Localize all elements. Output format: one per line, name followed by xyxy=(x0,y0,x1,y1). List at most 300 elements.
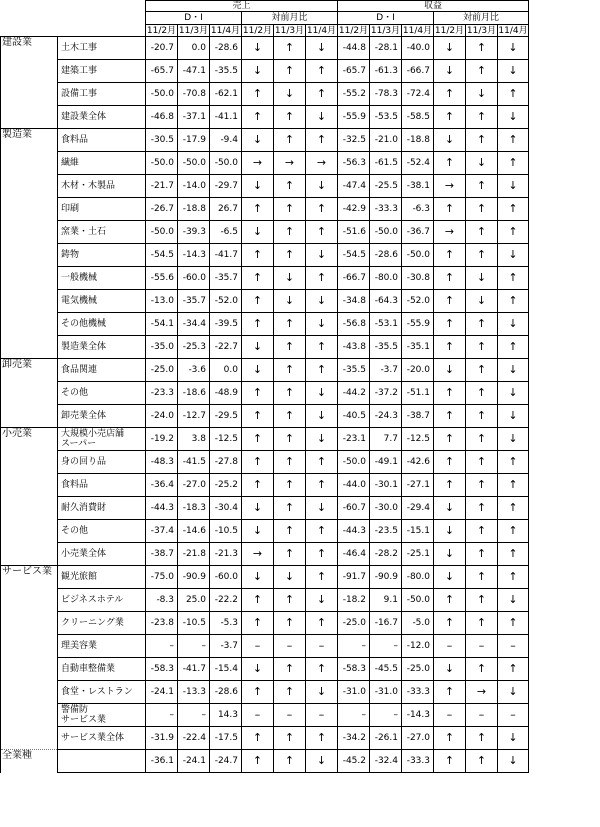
sales-di-value: -44.3 xyxy=(146,497,178,520)
sales-mom-header: 対前月比 xyxy=(242,12,338,25)
sales-trend-arrow: ↑ xyxy=(306,267,338,290)
sales-trend-arrow: ↓ xyxy=(306,175,338,198)
sales-di-value: -17.5 xyxy=(210,727,242,750)
table-row xyxy=(1,221,529,244)
sales-trend-arrow: ↑ xyxy=(274,60,306,83)
sales-trend-arrow: ↑ xyxy=(242,451,274,474)
sales-trend-arrow: ↑ xyxy=(242,313,274,336)
sales-trend-arrow: ↑ xyxy=(306,129,338,152)
profit-trend-arrow: ↑ xyxy=(466,543,498,566)
sales-trend-arrow: ↑ xyxy=(274,336,306,359)
profit-trend-arrow: – xyxy=(466,704,498,727)
profit-trend-arrow: ↓ xyxy=(498,106,529,129)
sales-di-value: -54.5 xyxy=(146,244,178,267)
sales-trend-arrow: ↑ xyxy=(242,382,274,405)
month-header: 11/4月 xyxy=(210,25,241,36)
sales-trend-arrow: ↑ xyxy=(274,244,306,267)
sales-di-value: -58.3 xyxy=(146,658,178,681)
sales-di-value: – xyxy=(178,704,210,727)
profit-trend-arrow: ↑ xyxy=(434,83,466,106)
sales-di-value: -28.6 xyxy=(210,681,242,704)
sales-di-value: -22.7 xyxy=(210,336,242,359)
profit-di-value: – xyxy=(338,635,370,658)
profit-trend-arrow: ↑ xyxy=(466,451,498,474)
profit-di-value: -58.5 xyxy=(402,106,434,129)
table-row xyxy=(1,658,529,681)
profit-di-value: -72.4 xyxy=(402,83,434,106)
profit-di-value: -35.5 xyxy=(338,359,370,382)
sales-trend-arrow: ↑ xyxy=(242,681,274,704)
sales-di-value: -24.7 xyxy=(210,750,242,773)
profit-trend-arrow: ↑ xyxy=(466,244,498,267)
profit-di-value: -33.3 xyxy=(402,750,434,773)
sales-trend-arrow: ↑ xyxy=(306,474,338,497)
sales-di-value: -50.0 xyxy=(178,152,210,175)
subcategory-label: 食堂・レストラン xyxy=(58,681,146,704)
profit-di-value: -47.4 xyxy=(338,175,370,198)
sales-di-value: -6.5 xyxy=(210,221,242,244)
profit-trend-arrow: ↑ xyxy=(498,451,529,474)
sales-trend-arrow: ↑ xyxy=(242,589,274,612)
sales-di-value: -14.6 xyxy=(178,520,210,543)
sales-trend-arrow: ↑ xyxy=(242,244,274,267)
sales-trend-arrow: ↑ xyxy=(306,543,338,566)
profit-trend-arrow: ↑ xyxy=(466,175,498,198)
profit-di-value: -91.7 xyxy=(338,566,370,589)
sales-trend-arrow: ↓ xyxy=(242,520,274,543)
sales-di-value: -35.5 xyxy=(210,60,242,83)
subcategory-label: 鋳物 xyxy=(58,244,146,267)
table-row xyxy=(1,244,529,267)
profit-trend-arrow: ↓ xyxy=(498,382,529,405)
profit-trend-arrow: ↑ xyxy=(466,405,498,428)
profit-di-value: -33.3 xyxy=(402,681,434,704)
profit-di-value: -45.5 xyxy=(370,658,402,681)
profit-trend-arrow: ↓ xyxy=(498,727,529,750)
sales-di-value: -23.3 xyxy=(146,382,178,405)
month-header: 11/3月 xyxy=(370,25,401,36)
sales-trend-arrow: ↑ xyxy=(306,612,338,635)
sales-trend-arrow: ↑ xyxy=(274,474,306,497)
sales-trend-arrow: ↓ xyxy=(306,589,338,612)
sales-di-value: -39.5 xyxy=(210,313,242,336)
sales-trend-arrow: ↑ xyxy=(274,543,306,566)
profit-trend-arrow: ↑ xyxy=(466,198,498,221)
sales-trend-arrow: ↑ xyxy=(274,37,306,60)
sales-trend-arrow: ↑ xyxy=(274,405,306,428)
industry-cell xyxy=(1,290,58,313)
header-row-group xyxy=(1,1,529,12)
sales-di-value: -36.1 xyxy=(146,750,178,773)
profit-di-value: – xyxy=(338,704,370,727)
sales-di-value: -15.4 xyxy=(210,658,242,681)
profit-di-value: -40.5 xyxy=(338,405,370,428)
sales-trend-arrow: ↑ xyxy=(306,359,338,382)
profit-di-value: -30.0 xyxy=(370,497,402,520)
sales-trend-arrow: ↓ xyxy=(242,175,274,198)
profit-trend-arrow: – xyxy=(434,704,466,727)
profit-di-value: -12.0 xyxy=(402,635,434,658)
sales-trend-arrow: ↓ xyxy=(306,290,338,313)
sales-di-value: -50.0 xyxy=(146,221,178,244)
sales-trend-arrow: ↓ xyxy=(306,106,338,129)
profit-trend-arrow: ↓ xyxy=(498,60,529,83)
profit-trend-arrow: ↓ xyxy=(498,681,529,704)
profit-di-value: -36.7 xyxy=(402,221,434,244)
table-row xyxy=(1,152,529,175)
profit-trend-arrow: ↓ xyxy=(434,497,466,520)
profit-di-value: -42.9 xyxy=(338,198,370,221)
sales-trend-arrow: ↓ xyxy=(306,681,338,704)
profit-di-value: -31.0 xyxy=(370,681,402,704)
sales-trend-arrow: ↑ xyxy=(306,60,338,83)
table-row xyxy=(1,428,529,451)
sales-di-value: -30.4 xyxy=(210,497,242,520)
table-body xyxy=(1,37,529,773)
profit-trend-arrow: ↑ xyxy=(434,451,466,474)
profit-trend-arrow: ↑ xyxy=(466,727,498,750)
sales-di-value: -18.8 xyxy=(178,198,210,221)
profit-trend-arrow: ↓ xyxy=(434,37,466,60)
sales-trend-arrow: ↓ xyxy=(242,566,274,589)
profit-trend-arrow: ↑ xyxy=(434,474,466,497)
sales-trend-arrow: ↑ xyxy=(274,129,306,152)
industry-cell xyxy=(1,497,58,520)
profit-di-value: -15.1 xyxy=(402,520,434,543)
corner-cell xyxy=(1,1,146,37)
profit-di-value: -24.3 xyxy=(370,405,402,428)
profit-di-value: -33.3 xyxy=(370,198,402,221)
subcategory-label-line: 大規模小売店舗 xyxy=(61,429,125,439)
profit-trend-arrow: ↑ xyxy=(466,336,498,359)
profit-di-value: -55.2 xyxy=(338,83,370,106)
sales-di-value: -55.6 xyxy=(146,267,178,290)
sales-trend-arrow: ↓ xyxy=(242,60,274,83)
profit-trend-arrow: ↓ xyxy=(434,566,466,589)
profit-trend-arrow: ↑ xyxy=(498,83,529,106)
profit-di-value: -44.0 xyxy=(338,474,370,497)
profit-di-value: -40.0 xyxy=(402,37,434,60)
profit-trend-arrow: ↑ xyxy=(466,589,498,612)
profit-trend-arrow: ↑ xyxy=(466,428,498,451)
profit-di-value: -3.7 xyxy=(370,359,402,382)
sales-di-value: 0.0 xyxy=(178,37,210,60)
profit-trend-arrow: ↑ xyxy=(434,198,466,221)
profit-trend-arrow: ↓ xyxy=(466,83,498,106)
profit-trend-arrow: ↑ xyxy=(466,566,498,589)
subcategory-label xyxy=(58,704,146,727)
subcategory-label: 設備工事 xyxy=(58,83,146,106)
profit-trend-arrow: ↑ xyxy=(498,474,529,497)
sales-trend-arrow: ↑ xyxy=(274,658,306,681)
sales-trend-arrow: ↑ xyxy=(242,612,274,635)
sales-trend-arrow: ↓ xyxy=(242,336,274,359)
subcategory-label: 食料品 xyxy=(58,129,146,152)
industry-cell xyxy=(1,267,58,290)
profit-trend-arrow: – xyxy=(498,635,529,658)
sales-trend-arrow: ↓ xyxy=(242,497,274,520)
sales-trend-arrow: ↑ xyxy=(274,612,306,635)
month-header: 11/4月 xyxy=(402,25,433,36)
sales-trend-arrow: ↑ xyxy=(306,566,338,589)
sales-di-value: -35.7 xyxy=(210,267,242,290)
profit-di-value: -25.5 xyxy=(370,175,402,198)
sales-di-value: -10.5 xyxy=(210,520,242,543)
sales-trend-arrow: → xyxy=(242,543,274,566)
profit-trend-arrow: ↑ xyxy=(434,681,466,704)
sales-trend-arrow: ↑ xyxy=(274,428,306,451)
table-row xyxy=(1,37,529,60)
sales-di-value: -13.0 xyxy=(146,290,178,313)
sales-trend-arrow: – xyxy=(274,635,306,658)
table-row xyxy=(1,336,529,359)
profit-di-value: -27.1 xyxy=(402,474,434,497)
sales-trend-arrow: ↑ xyxy=(274,313,306,336)
profit-di-value: -51.1 xyxy=(402,382,434,405)
profit-trend-arrow: ↑ xyxy=(434,589,466,612)
sales-di-value: -41.7 xyxy=(210,244,242,267)
sales-di-value: -14.3 xyxy=(178,244,210,267)
profit-trend-arrow: ↓ xyxy=(498,175,529,198)
table-row xyxy=(1,704,529,727)
profit-di-value: -66.7 xyxy=(338,267,370,290)
profit-di-value: -38.1 xyxy=(402,175,434,198)
subcategory-label: 一般機械 xyxy=(58,267,146,290)
profit-mom-header: 対前月比 xyxy=(434,12,529,25)
industry-label: サービス業 xyxy=(1,566,58,589)
table-row xyxy=(1,543,529,566)
subcategory-label: 自動車整備業 xyxy=(58,658,146,681)
subcategory-label: 身の回り品 xyxy=(58,451,146,474)
profit-di-value: -23.5 xyxy=(370,520,402,543)
profit-trend-arrow: ↑ xyxy=(498,497,529,520)
profit-trend-arrow: ↓ xyxy=(498,405,529,428)
sales-di-value: -19.2 xyxy=(146,428,178,451)
profit-trend-arrow: ↑ xyxy=(498,221,529,244)
subcategory-label: 窯業・土石 xyxy=(58,221,146,244)
profit-di-value: -53.5 xyxy=(370,106,402,129)
profit-di-value: -26.1 xyxy=(370,727,402,750)
profit-di-value: -16.7 xyxy=(370,612,402,635)
profit-trend-arrow: ↑ xyxy=(498,152,529,175)
profit-di-value: -25.0 xyxy=(338,612,370,635)
profit-trend-arrow: ↑ xyxy=(498,566,529,589)
sales-di-value: -41.5 xyxy=(178,451,210,474)
profit-trend-arrow: → xyxy=(466,681,498,704)
sales-trend-arrow: ↓ xyxy=(242,658,274,681)
sales-di-value: -90.9 xyxy=(178,566,210,589)
profit-di-value: -12.5 xyxy=(402,428,434,451)
sales-di-value: -54.1 xyxy=(146,313,178,336)
subcategory-label: サービス業全体 xyxy=(58,727,146,750)
sales-di-value: -35.0 xyxy=(146,336,178,359)
sales-di-value: 0.0 xyxy=(210,359,242,382)
industry-cell xyxy=(1,244,58,267)
profit-di-value: -28.1 xyxy=(370,37,402,60)
sales-trend-arrow: ↑ xyxy=(242,428,274,451)
profit-di-value: -23.1 xyxy=(338,428,370,451)
profit-di-value: -25.1 xyxy=(402,543,434,566)
sales-di-value: -14.0 xyxy=(178,175,210,198)
profit-di-value: -58.3 xyxy=(338,658,370,681)
sales-trend-arrow: ↑ xyxy=(274,750,306,773)
table-row xyxy=(1,589,529,612)
sales-trend-arrow: ↑ xyxy=(242,290,274,313)
sales-di-value: -21.7 xyxy=(146,175,178,198)
sales-trend-arrow: ↓ xyxy=(306,382,338,405)
profit-trend-arrow: ↑ xyxy=(466,106,498,129)
industry-cell xyxy=(1,474,58,497)
profit-trend-arrow: ↑ xyxy=(466,750,498,773)
profit-trend-arrow: ↓ xyxy=(434,658,466,681)
profit-di-value: 7.7 xyxy=(370,428,402,451)
sales-di-value: -30.5 xyxy=(146,129,178,152)
profit-di-value: -60.7 xyxy=(338,497,370,520)
sales-trend-arrow: ↑ xyxy=(274,221,306,244)
table-row xyxy=(1,497,529,520)
subcategory-label: 小売業全体 xyxy=(58,543,146,566)
sales-trend-arrow: – xyxy=(306,635,338,658)
profit-header: 収益 xyxy=(338,1,529,12)
subcategory-label: その他 xyxy=(58,382,146,405)
industry-cell xyxy=(1,589,58,612)
profit-trend-arrow: ↓ xyxy=(434,543,466,566)
table-row xyxy=(1,175,529,198)
sales-di-value: -9.4 xyxy=(210,129,242,152)
sales-trend-arrow: ↑ xyxy=(306,198,338,221)
sales-di-value: -21.8 xyxy=(178,543,210,566)
sales-di-value: -20.7 xyxy=(146,37,178,60)
sales-di-value: -3.7 xyxy=(210,635,242,658)
profit-trend-arrow: ↑ xyxy=(434,405,466,428)
sales-di-value: -38.7 xyxy=(146,543,178,566)
sales-trend-arrow: ↑ xyxy=(274,382,306,405)
profit-di-value: -65.7 xyxy=(338,60,370,83)
sales-di-value: -60.0 xyxy=(210,566,242,589)
sales-di-value: -27.0 xyxy=(178,474,210,497)
sales-trend-arrow: ↑ xyxy=(274,497,306,520)
sales-trend-arrow: ↓ xyxy=(274,83,306,106)
table-row xyxy=(1,681,529,704)
profit-trend-arrow: ↑ xyxy=(434,750,466,773)
sales-di-value: -37.1 xyxy=(178,106,210,129)
profit-di-value: -51.6 xyxy=(338,221,370,244)
profit-di-value: -56.3 xyxy=(338,152,370,175)
sales-trend-arrow: ↑ xyxy=(274,520,306,543)
subcategory-label: 食料品 xyxy=(58,474,146,497)
table-row xyxy=(1,566,529,589)
profit-di-value: -18.2 xyxy=(338,589,370,612)
sales-trend-arrow: ↑ xyxy=(306,221,338,244)
profit-di-value: -54.5 xyxy=(338,244,370,267)
table-row xyxy=(1,290,529,313)
profit-di-value: -29.4 xyxy=(402,497,434,520)
sales-di-value: -31.9 xyxy=(146,727,178,750)
table-row xyxy=(1,313,529,336)
profit-di-value: -78.3 xyxy=(370,83,402,106)
industry-cell xyxy=(1,336,58,359)
table-row xyxy=(1,129,529,152)
profit-trend-arrow: ↑ xyxy=(466,612,498,635)
table-row xyxy=(1,612,529,635)
profit-trend-arrow: ↑ xyxy=(498,612,529,635)
sales-di-value: -3.6 xyxy=(178,359,210,382)
industry-cell xyxy=(1,520,58,543)
industry-cell xyxy=(1,612,58,635)
sales-trend-arrow: ↑ xyxy=(306,727,338,750)
month-header: 11/3月 xyxy=(466,25,497,36)
industry-label: 小売業 xyxy=(1,428,58,451)
sales-di-value: -41.7 xyxy=(178,658,210,681)
profit-di-value: -52.4 xyxy=(402,152,434,175)
sales-di-value: -5.3 xyxy=(210,612,242,635)
profit-di-value: -55.9 xyxy=(338,106,370,129)
profit-di-value: -44.8 xyxy=(338,37,370,60)
sales-di-value: -62.1 xyxy=(210,83,242,106)
subcategory-label-line: サービス業 xyxy=(61,715,107,725)
sales-trend-arrow: ↑ xyxy=(274,175,306,198)
sales-di-value: -25.3 xyxy=(178,336,210,359)
sales-di-value: -29.5 xyxy=(210,405,242,428)
profit-di-value: -46.4 xyxy=(338,543,370,566)
profit-trend-arrow: ↓ xyxy=(498,244,529,267)
subcategory-label xyxy=(58,428,146,451)
profit-di-value: -44.3 xyxy=(338,520,370,543)
sales-di-value: -24.1 xyxy=(178,750,210,773)
subcategory-label-line: スーパー xyxy=(61,439,97,449)
subcategory-label: 理美容業 xyxy=(58,635,146,658)
table-row xyxy=(1,727,529,750)
profit-di-value: -52.0 xyxy=(402,290,434,313)
profit-di-value: 9.1 xyxy=(370,589,402,612)
industry-label: 製造業 xyxy=(1,129,58,152)
profit-di-header: D・I xyxy=(338,12,434,25)
profit-trend-arrow: ↑ xyxy=(434,428,466,451)
sales-trend-arrow: ↓ xyxy=(274,566,306,589)
sales-trend-arrow: ↑ xyxy=(242,750,274,773)
subcategory-label: 耐久消費財 xyxy=(58,497,146,520)
industry-cell xyxy=(1,635,58,658)
profit-di-value: -35.1 xyxy=(402,336,434,359)
industry-label: 建設業 xyxy=(1,37,58,60)
subcategory-label: 建築工事 xyxy=(58,60,146,83)
industry-cell xyxy=(1,175,58,198)
sales-header: 売上 xyxy=(146,1,338,12)
sales-di-value: -26.7 xyxy=(146,198,178,221)
sales-trend-arrow: ↑ xyxy=(306,336,338,359)
profit-trend-arrow: ↓ xyxy=(498,359,529,382)
profit-di-value: -49.1 xyxy=(370,451,402,474)
sales-trend-arrow: ↓ xyxy=(306,405,338,428)
profit-trend-arrow: ↑ xyxy=(434,313,466,336)
sales-di-value: -8.3 xyxy=(146,589,178,612)
profit-di-value: -27.0 xyxy=(402,727,434,750)
industry-cell xyxy=(1,198,58,221)
profit-trend-arrow: ↑ xyxy=(466,129,498,152)
sales-di-value: -25.2 xyxy=(210,474,242,497)
profit-di-value: -30.1 xyxy=(370,474,402,497)
profit-di-value: -50.0 xyxy=(402,244,434,267)
industry-cell xyxy=(1,704,58,727)
sales-trend-arrow: → xyxy=(306,152,338,175)
sales-di-value: 14.3 xyxy=(210,704,242,727)
profit-di-value: -37.2 xyxy=(370,382,402,405)
industry-cell xyxy=(1,681,58,704)
sales-trend-arrow: ↓ xyxy=(242,221,274,244)
profit-trend-arrow: ↑ xyxy=(498,198,529,221)
profit-di-value: -64.3 xyxy=(370,290,402,313)
profit-trend-arrow: – xyxy=(466,635,498,658)
